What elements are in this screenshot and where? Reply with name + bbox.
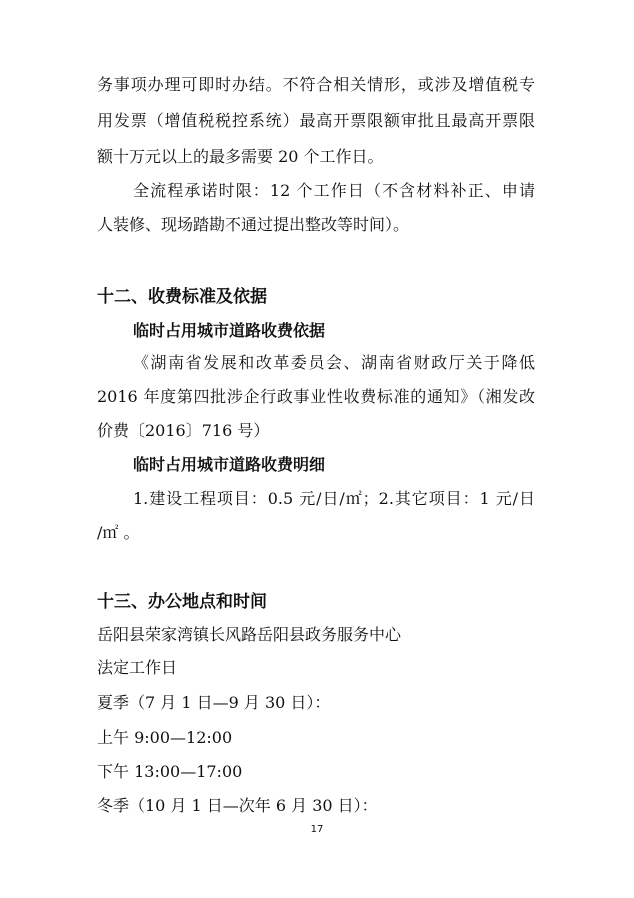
body-text-line: 用发票（增值税税控系统）最高开票限额审批且最高开票限 [97, 111, 535, 130]
body-text-line: 额十万元以上的最多需要 20 个工作日。 [97, 147, 384, 166]
fee-basis-title: 临时占用城市道路收费依据 [133, 321, 326, 340]
section-13-heading: 十三、办公地点和时间 [97, 592, 267, 612]
workday-label: 法定工作日 [97, 658, 178, 677]
fee-detail-text-line: 1.建设工程项目：0.5 元/日/㎡；2.其它项目：1 元/日 [133, 489, 535, 508]
fee-basis-text-line: 《湖南省发展和改革委员会、湖南省财政厅关于降低 [133, 353, 535, 372]
office-address: 岳阳县荣家湾镇长风路岳阳县政务服务中心 [97, 625, 402, 644]
afternoon-hours: 下午 13:00—17:00 [97, 762, 243, 781]
fee-basis-text-line: 价费〔2016〕716 号） [97, 421, 270, 440]
commitment-text-line: 人装修、现场踏勘不通过提出整改等时间）。 [97, 215, 410, 234]
section-12-heading: 十二、收费标准及依据 [97, 287, 267, 307]
fee-basis-text-line: 2016 年度第四批涉企行政事业性收费标准的通知》（湘发改 [97, 387, 535, 406]
fee-detail-text-line: /㎡ 。 [97, 523, 140, 542]
summer-schedule: 夏季（7 月 1 日—9 月 30 日）： [97, 693, 331, 712]
body-text-line: 务事项办理可即时办结。不符合相关情形，或涉及增值税专 [97, 75, 535, 94]
fee-detail-title: 临时占用城市道路收费明细 [133, 455, 326, 474]
commitment-text-line: 全流程承诺时限：12 个工作日（不含材料补正、申请 [133, 181, 535, 200]
page-number: 17 [310, 824, 324, 835]
morning-hours: 上午 9:00—12:00 [97, 728, 233, 747]
winter-schedule: 冬季（10 月 1 日—次年 6 月 30 日）： [97, 796, 378, 815]
